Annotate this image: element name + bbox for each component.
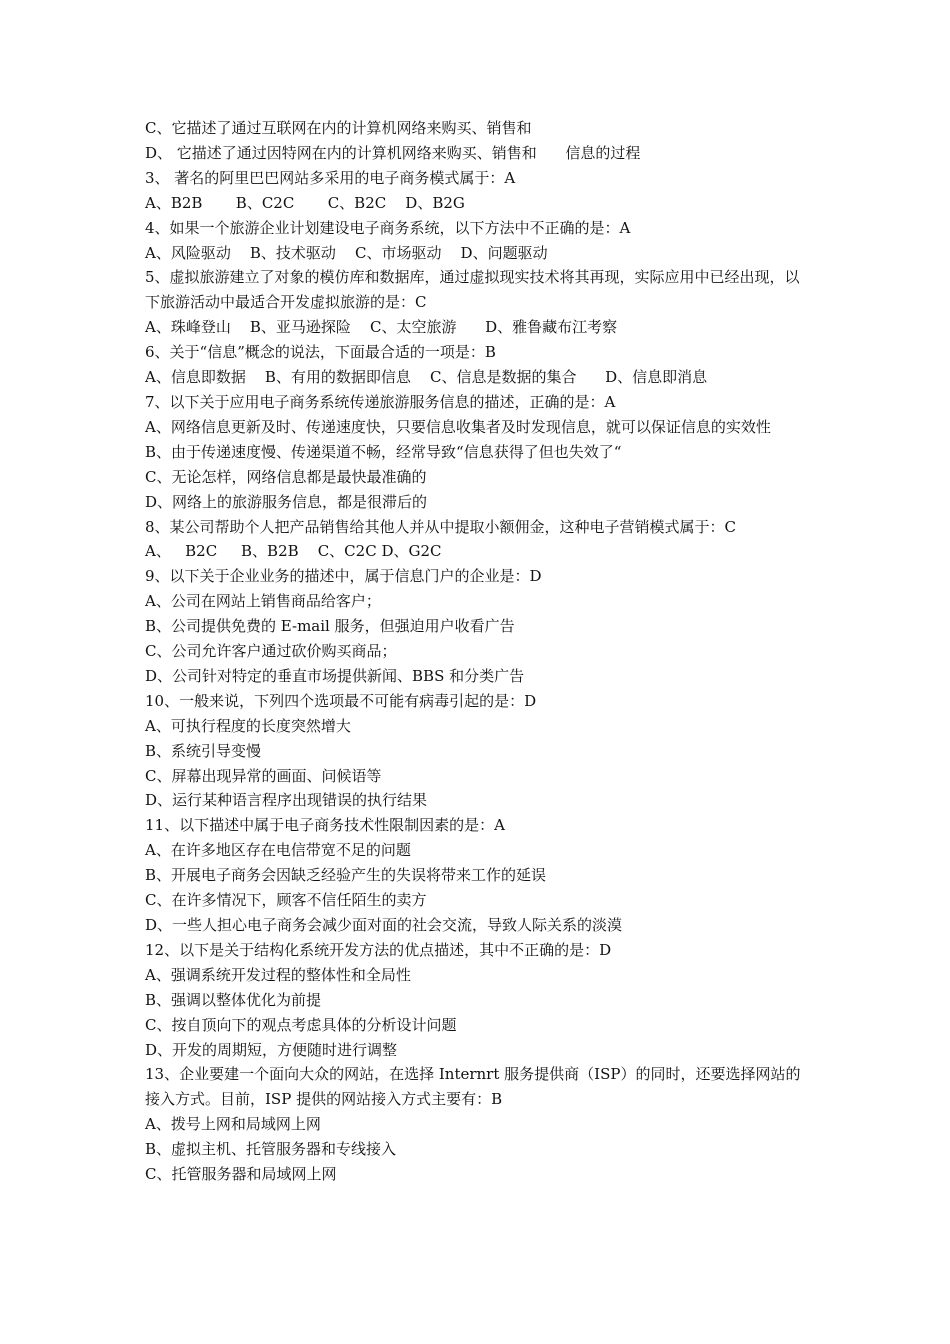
question-13: 13、企业要建一个面向大众的网站，在选择 Internrt 服务提供商（ISP）的同时，还要选择网站的接入方式。目前，ISP 提供的网站接入方式主要有：B (145, 1065, 801, 1109)
question-5-options: A、珠峰登山 B、亚马逊探险 C、太空旅游 D、雅鲁藏布江考察 (145, 318, 618, 337)
question-9: 9、以下关于企业业务的描述中，属于信息门户的企业是：D (145, 567, 542, 586)
question-10: 10、一般来说，下列四个选项最不可能有病毒引起的是：D (145, 691, 537, 710)
question-10-option-b: B、系统引导变慢 (145, 741, 262, 760)
question-4-options: A、风险驱动 B、技术驱动 C、市场驱动 D、问题驱动 (145, 243, 548, 262)
question-12-option-a: A、强调系统开发过程的整体性和全局性 (145, 965, 411, 984)
question-4: 4、如果一个旅游企业计划建设电子商务系统，以下方法中不正确的是：A (145, 218, 631, 237)
question-12-option-d: D、开发的周期短，方便随时进行调整 (145, 1040, 398, 1059)
question-12-option-c: C、按自顶向下的观点考虑具体的分析设计问题 (145, 1015, 457, 1034)
question-9-option-a: A、公司在网站上销售商品给客户； (145, 592, 381, 611)
question-13-option-b: B、虚拟主机、托管服务器和专线接入 (145, 1140, 397, 1159)
question-3-options: A、B2B B、C2C C、B2C D、B2G (145, 193, 465, 212)
question-7-option-b: B、由于传递速度慢、传递渠道不畅，经常导致“信息获得了但也失效了“ (145, 442, 622, 461)
question-7-option-a: A、网络信息更新及时、传递速度快，只要信息收集者及时发现信息，就可以保证信息的实效性 (145, 417, 771, 436)
question-7-option-d: D、网络上的旅游服务信息，都是很滞后的 (145, 492, 428, 511)
question-9-option-c: C、公司允许客户通过砍价购买商品； (145, 642, 397, 661)
document-body (145, 116, 810, 1187)
question-8-options: A、 B2C B、B2B C、C2C D、G2C (145, 542, 442, 561)
question-12-option-b: B、强调以整体优化为前提 (145, 990, 322, 1009)
question-5: 5、虚拟旅游建立了对象的模仿库和数据库，通过虚拟现实技术将其再现，实际应用中已经出现，以下旅游活动中最适合开发虚拟旅游的是：C (145, 268, 800, 312)
question-11-option-c: C、在许多情况下，顾客不信任陌生的卖方 (145, 891, 427, 910)
question-6: 6、关于“信息”概念的说法，下面最合适的一项是：B (145, 343, 496, 362)
question-11: 11、以下描述中属于电子商务技术性限制因素的是：A (145, 816, 505, 835)
question-13-option-c: C、托管服务器和局域网上网 (145, 1165, 337, 1184)
question-8: 8、某公司帮助个人把产品销售给其他人并从中提取小额佣金，这种电子营销模式属于：C (145, 517, 737, 536)
question-10-option-d: D、运行某种语言程序出现错误的执行结果 (145, 791, 428, 810)
question-10-option-a: A、可执行程度的长度突然增大 (145, 716, 351, 735)
text-line: C、它描述了通过互联网在内的计算机网络来购买、销售和 (145, 119, 532, 137)
question-11-option-b: B、开展电子商务会因缺乏经验产生的失误将带来工作的延误 (145, 866, 547, 885)
question-11-option-d: D、一些人担心电子商务会减少面对面的社会交流，导致人际关系的淡漠 (145, 916, 623, 934)
question-9-option-b: B、公司提供免费的 E-mail 服务，但强迫用户收看广告 (145, 617, 515, 636)
question-6-options: A、信息即数据 B、有用的数据即信息 C、信息是数据的集合 D、信息即消息 (145, 368, 708, 387)
question-7-option-c: C、无论怎样，网络信息都是最快最准确的 (145, 467, 427, 486)
question-10-option-c: C、屏幕出现异常的画面、问候语等 (145, 766, 382, 785)
question-9-option-d: D、公司针对特定的垂直市场提供新闻、BBS 和分类广告 (145, 666, 525, 685)
question-11-option-a: A、在许多地区存在电信带宽不足的问题 (145, 841, 411, 860)
question-7: 7、以下关于应用电子商务系统传递旅游服务信息的描述，正确的是：A (145, 392, 616, 411)
question-12: 12、以下是关于结构化系统开发方法的优点描述，其中不正确的是：D (145, 940, 612, 959)
question-13-option-a: A、拨号上网和局域网上网 (145, 1115, 321, 1134)
question-3: 3、 著名的阿里巴巴网站多采用的电子商务模式属于：A (145, 168, 516, 187)
text-line: D、 它描述了通过因特网在内的计算机网络来购买、销售和 信息的过程 (145, 143, 641, 162)
